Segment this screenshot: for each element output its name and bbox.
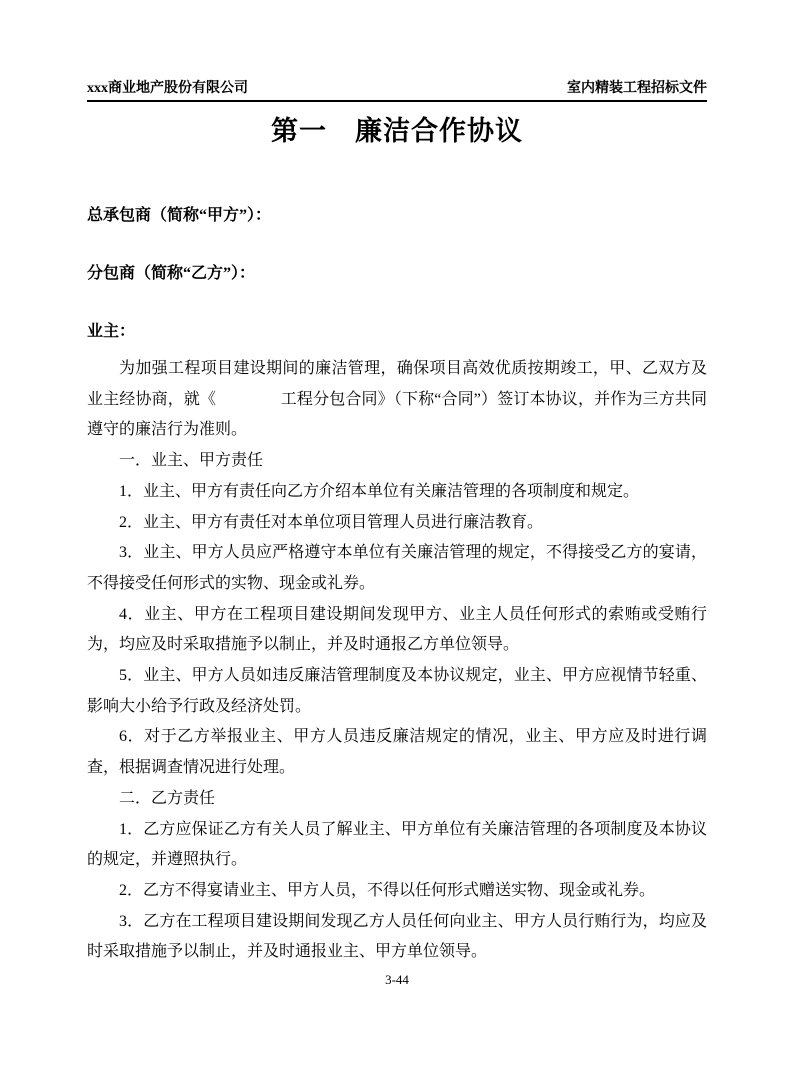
party-general-contractor: 总承包商（简称“甲方”）：	[87, 207, 272, 224]
paragraph-preamble: 为加强工程项目建设期间的廉洁管理，确保项目高效优质按期竣工，甲、乙双方及业主经协商，就《 工程分包合同》（下称“合同”）签订本协议，并作为三方共同遵守的廉洁行为准则。	[87, 360, 707, 439]
page-header	[87, 80, 707, 102]
party-owner: 业主：	[87, 323, 136, 340]
clause-1-1: 1．业主、甲方有责任向乙方介绍本单位有关廉洁管理的各项制度和规定。	[119, 482, 640, 500]
page-number: 3-44	[385, 972, 409, 987]
clause-2-2: 2．乙方不得宴请业主、甲方人员，不得以任何形式赠送实物、现金或礼券。	[119, 881, 656, 899]
clause-1-6: 6．对于乙方举报业主、甲方人员违反廉洁规定的情况，业主、甲方应及时进行调查，根据调查情况进行处理。	[87, 728, 707, 777]
header-company-name: xxx商业地产股份有限公司	[87, 81, 248, 96]
party-subcontractor: 分包商（简称“乙方”）：	[87, 265, 256, 282]
clause-1-3: 3．业主、甲方人员应严格遵守本单位有关廉洁管理的规定，不得接受乙方的宴请，不得接受任何形式的实物、现金或礼券。	[87, 544, 707, 592]
clause-2-1: 1．乙方应保证乙方有关人员了解业主、甲方单位有关廉洁管理的各项制度及本协议的规定，并遵照执行。	[87, 820, 707, 869]
section-heading-1: 一．业主、甲方责任	[119, 452, 264, 470]
clause-1-4: 4．业主、甲方在工程项目建设期间发现甲方、业主人员任何形式的索贿或受贿行为，均应及时采取措施予以制止，并及时通报乙方单位领导。	[87, 605, 707, 654]
clause-2-3: 3．乙方在工程项目建设期间发现乙方人员任何向业主、甲方人员行贿行为，均应及时采取措施予以制止，并及时通报业主、甲方单位领导。	[87, 912, 707, 961]
header-document-type: 室内精装工程招标文件	[567, 81, 707, 96]
document-body	[87, 354, 707, 968]
document-title: 第一 廉洁合作协议	[271, 116, 523, 146]
clause-1-5: 5．业主、甲方人员如违反廉洁管理制度及本协议规定，业主、甲方应视情节轻重、影响大小给予行政及经济处罚。	[87, 667, 707, 715]
clause-1-2: 2．业主、甲方有责任对本单位项目管理人员进行廉洁教育。	[119, 513, 544, 531]
parties-section	[87, 200, 707, 347]
section-heading-2: 二．乙方责任	[119, 789, 216, 807]
